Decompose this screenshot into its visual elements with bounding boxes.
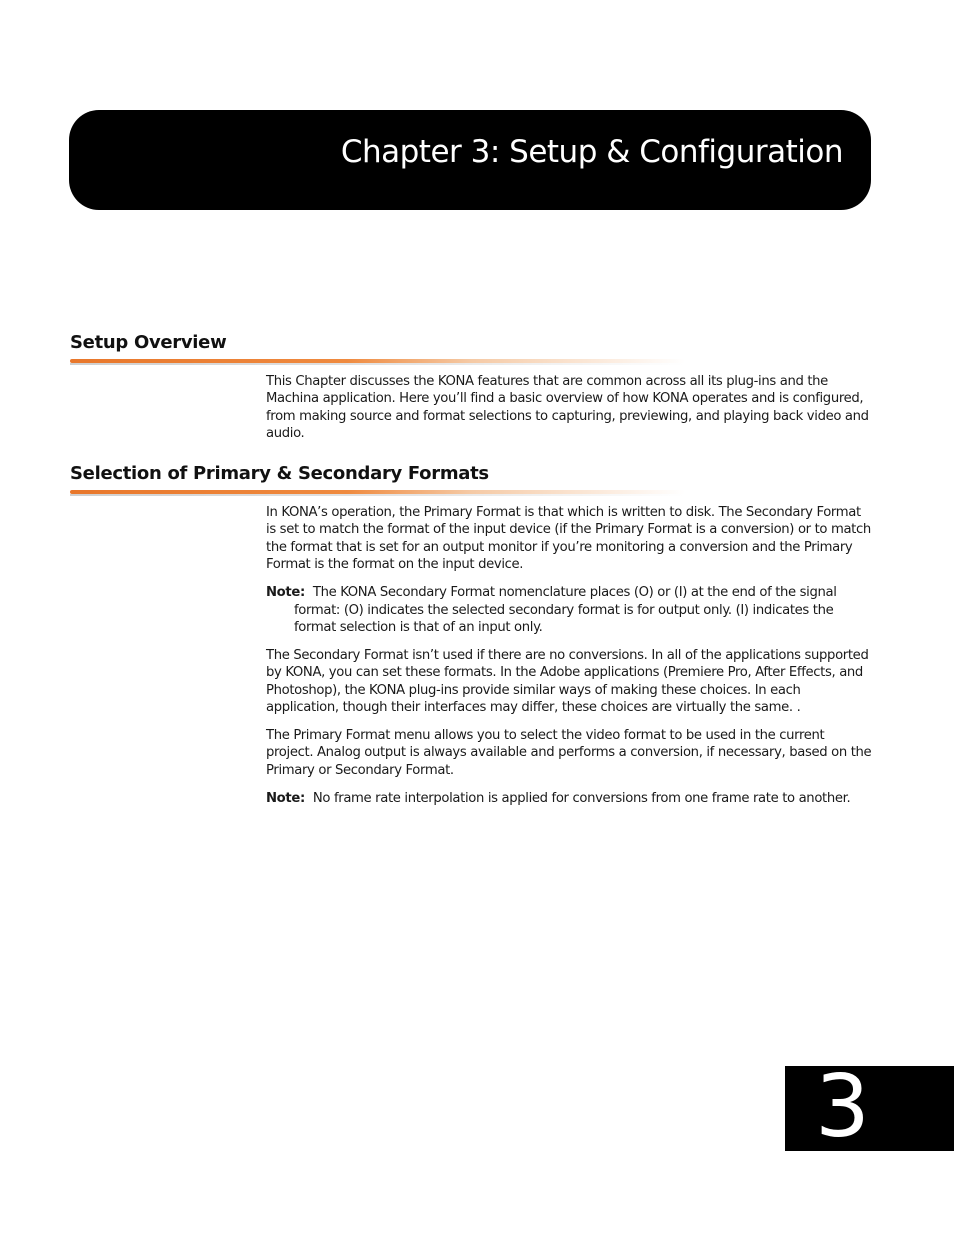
note-label: Note: bbox=[266, 585, 305, 601]
note-text: The KONA Secondary Format nomenclature places (O) or (I) at the end of the signal format: (O) indicates the selected secondary format is for output only. (I) indicates the format selection is that of an input only. bbox=[294, 585, 837, 635]
setup-overview-body bbox=[266, 373, 872, 453]
section-heading-setup-overview: Setup Overview bbox=[70, 332, 227, 353]
paragraph: The Secondary Format isn’t used if there are no conversions. In all of the applications supported by KONA, you can set these formats. In the Adobe applications (Premiere Pro, After Effects, and Photoshop), the KONA plug-ins provide similar ways of making these choices. In each application, though their interfaces may differ, these choices are virtually the same. . bbox=[266, 647, 869, 716]
chapter-title: Chapter 3: Setup & Configuration bbox=[340, 134, 843, 170]
note bbox=[266, 584, 872, 636]
paragraph: In KONA’s operation, the Primary Format is that which is written to disk. The Secondary Format is set to match the format of the input device (if the Primary Format is a conversion) or to match the format that is set for an output monitor if you’re monitoring a conversion and the Primary Format is the format on the input device. bbox=[266, 505, 871, 573]
chapter-banner bbox=[69, 110, 871, 210]
paragraph: This Chapter discusses the KONA features that are common across all its plug-ins and the Machina application. Here you’ll find a basic overview of how KONA operates and is configured, from making source and format selections to capturing, previewing, and playing back video and audio. bbox=[266, 374, 869, 442]
paragraph: The Primary Format menu allows you to select the video format to be used in the current project. Analog output is always available and performs a conversion, if necessary, based on the Primary or Secondary Format. bbox=[266, 727, 872, 778]
section-divider bbox=[70, 358, 685, 364]
note-label: Note: bbox=[266, 790, 305, 806]
chapter-number: 3 bbox=[815, 1057, 870, 1157]
section-divider bbox=[70, 489, 685, 495]
note bbox=[266, 790, 872, 807]
note-text: No frame rate interpolation is applied for conversions from one frame rate to another. bbox=[312, 790, 851, 806]
chapter-tab bbox=[785, 1057, 954, 1157]
formats-body bbox=[266, 504, 872, 818]
section-heading-primary-secondary-formats: Selection of Primary & Secondary Formats bbox=[70, 463, 489, 484]
